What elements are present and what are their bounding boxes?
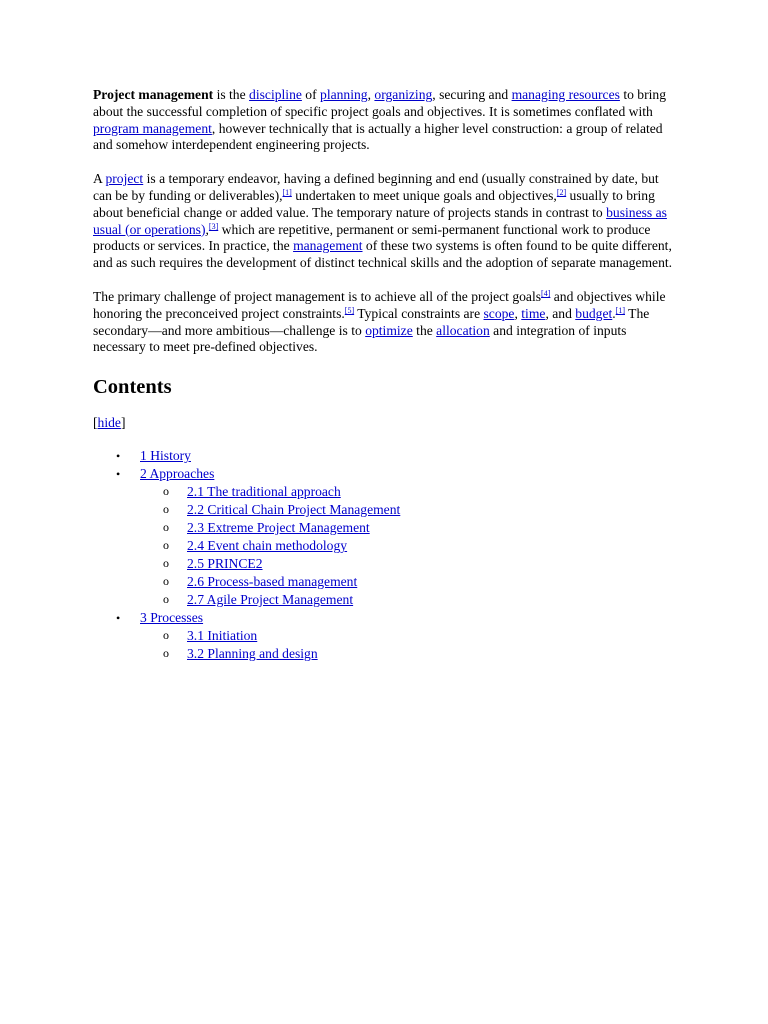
circle-bullet-icon: o [163,520,169,535]
toc-link-extreme-pm[interactable]: 2.3 Extreme Project Management [187,520,370,536]
hide-toc-link[interactable]: hide [97,415,121,431]
toc-link-traditional-approach[interactable]: 2.1 The traditional approach [187,484,341,500]
reference-link-2[interactable]: [2] [556,187,567,197]
toc-link-prince2[interactable]: 2.5 PRINCE2 [187,556,263,572]
reference-link-3[interactable]: [3] [208,221,219,231]
link-program-management[interactable]: program management [93,120,212,136]
toc-link-critical-chain[interactable]: 2.2 Critical Chain Project Management [187,502,401,518]
toggle-bracket-open: [ [93,415,98,431]
text-run: and integration of inputs necessary to meet pre-defined objectives. [93,322,627,355]
text-run: and objectives while honoring the preconceived project constraints. [93,288,666,321]
text-run: undertaken to meet unique goals and objectives, [291,187,557,203]
text-run: The primary challenge of project management is to achieve all of the project goals [93,288,542,304]
toc-subitem [140,555,678,573]
toc-subitem [140,591,678,609]
circle-bullet-icon: o [163,538,169,553]
link-discipline[interactable]: discipline [249,87,302,102]
text-run: A [93,171,106,187]
link-time[interactable]: time [521,305,546,321]
text-run: , however technically that is actually a higher level construction: a group of related and somehow interdependent engineering projects. [93,120,663,153]
project-definition-paragraph [93,171,678,272]
bullet-icon: • [116,611,121,626]
text-run: of these two systems is often found to be quite different, and as such requires the development of distinct technical skills and the adoption of separate management. [93,238,673,271]
text-run: . [612,305,616,321]
circle-bullet-icon: o [163,484,169,499]
text-run: usually to bring about beneficial change or added value. The temporary nature of projects stands in contrast to [93,187,655,220]
circle-bullet-icon: o [163,592,169,607]
circle-bullet-icon: o [163,646,169,661]
text-run: of [301,87,321,102]
circle-bullet-icon: o [163,502,169,517]
text-run: is the [213,87,250,102]
reference-link-5[interactable]: [5] [344,305,355,315]
link-planning[interactable]: planning [320,87,368,102]
table-of-contents [93,447,678,663]
circle-bullet-icon: o [163,556,169,571]
text-run: , securing and [432,87,512,102]
contents-heading: Contents [93,376,172,399]
bullet-icon: • [116,449,121,464]
toc-link-agile[interactable]: 2.7 Agile Project Management [187,592,354,608]
reference-link-4[interactable]: [4] [541,288,551,298]
circle-bullet-icon: o [163,628,169,643]
toc-subitem [140,483,678,501]
article-body [93,87,678,663]
toc-subitem [140,645,678,663]
link-scope[interactable]: scope [483,305,515,321]
challenge-paragraph [93,289,678,356]
intro-paragraph [93,87,678,154]
reference-link-1[interactable]: [1] [282,187,292,197]
toc-link-history[interactable]: 1 History [140,448,191,464]
link-managing-resources[interactable]: managing resources [511,87,620,102]
text-run: , and [545,305,576,321]
toc-toggle [93,414,678,431]
toc-link-planning-design[interactable]: 3.2 Planning and design [187,646,318,662]
text-run: The secondary—and more ambitious—challenge is to [93,305,650,338]
bullet-icon: • [116,467,121,482]
toc-link-approaches[interactable]: 2 Approaches [140,466,215,482]
toc-subitem [140,519,678,537]
link-project[interactable]: project [105,171,144,187]
toc-item [93,447,678,465]
text-run: , [205,221,209,237]
text-run: to bring about the successful completion of specific project goals and objectives. It is sometimes conflated with [93,87,666,119]
toc-subitem [140,573,678,591]
link-optimize[interactable]: optimize [365,322,413,338]
toc-subitem [140,537,678,555]
text-run: , [367,87,375,102]
toc-subitem [140,627,678,645]
link-allocation[interactable]: allocation [436,322,490,338]
toc-item [93,465,678,609]
toc-link-processes[interactable]: 3 Processes [140,610,204,626]
text-run: Typical constraints are [354,305,484,321]
circle-bullet-icon: o [163,574,169,589]
link-organizing[interactable]: organizing [374,87,433,102]
bold-term: Project management [93,87,214,102]
toggle-bracket-close: ] [120,415,126,431]
link-business-as-usual[interactable]: business as usual (or operations) [93,204,667,237]
toc-link-event-chain[interactable]: 2.4 Event chain methodology [187,538,348,554]
toc-link-process-based[interactable]: 2.6 Process-based management [187,574,358,590]
text-run: is a temporary endeavor, having a defined beginning and end (usually constrained by date, but can be by funding or deliverables), [93,171,659,203]
toc-link-initiation[interactable]: 3.1 Initiation [187,628,258,644]
text-run: the [412,322,437,338]
text-run: which are repetitive, permanent or semi-permanent functional work to produce products or services. In practice, the [93,221,651,254]
link-budget[interactable]: budget [575,305,613,321]
reference-link-1-repeat[interactable]: [1] [615,305,625,315]
toc-item [93,609,678,663]
link-management[interactable]: management [293,238,363,254]
toc-sublist [140,483,678,609]
text-run: , [514,305,522,321]
toc-sublist [140,627,678,663]
toc-subitem [140,501,678,519]
